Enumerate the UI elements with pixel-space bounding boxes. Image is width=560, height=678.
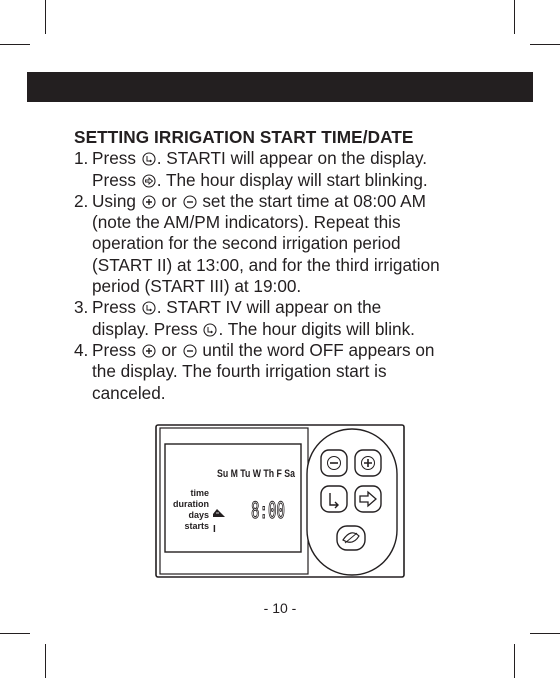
- start-number: I: [213, 524, 216, 535]
- crop-mark: [514, 0, 515, 34]
- step-line: Press . The hour display will start blinking.: [92, 169, 428, 190]
- page-number: - 10 -: [263, 600, 297, 616]
- crop-mark: [45, 644, 46, 678]
- step-line: Press . START IV will appear on the: [92, 297, 382, 318]
- time-label: time: [190, 488, 209, 498]
- lcd-screen: [165, 444, 301, 552]
- crop-mark: [530, 633, 560, 634]
- step-3: [74, 297, 494, 340]
- plus-icon: [142, 342, 156, 356]
- step-text: [92, 148, 494, 191]
- crop-mark: [514, 644, 515, 678]
- next-button[interactable]: [355, 486, 381, 512]
- step-line: display. Press . The hour digits will blink.: [92, 318, 415, 339]
- step-line: (note the AM/PM indicators). Repeat this: [92, 212, 401, 233]
- days-label: days: [188, 510, 209, 520]
- minus-icon: [183, 193, 197, 207]
- crop-mark: [0, 44, 30, 45]
- step-line: the display. The fourth irrigation start is: [92, 361, 387, 382]
- program-button[interactable]: [321, 486, 347, 512]
- step-line: Using or set the start time at 08:00 AM: [92, 190, 426, 211]
- step-line: period (START III) at 19:00.: [92, 276, 302, 297]
- step-4: [74, 340, 494, 404]
- time-readout: 8:00: [251, 499, 285, 524]
- minus-icon: [183, 342, 197, 356]
- duration-label: duration: [173, 499, 209, 509]
- instructions: [74, 127, 494, 404]
- step-line: operation for the second irrigation period: [92, 233, 401, 254]
- crop-mark: [530, 44, 560, 45]
- manual-button[interactable]: [337, 526, 365, 550]
- controller-illustration: [155, 420, 405, 580]
- steps-list: [74, 148, 494, 404]
- clock-prog-icon: [203, 321, 217, 335]
- step-line: (START II) at 13:00, and for the third irrigation: [92, 254, 440, 275]
- header-bar: [27, 72, 533, 102]
- step-number: 3.: [74, 297, 89, 318]
- step-line: Press or until the word OFF appears on: [92, 339, 435, 360]
- crop-mark: [45, 0, 46, 34]
- step-number: 2.: [74, 190, 89, 211]
- step-line: canceled.: [92, 382, 166, 403]
- step-line: Press . STARTI will appear on the display.: [92, 148, 428, 169]
- step-text: [92, 297, 494, 340]
- step-2: [74, 191, 494, 297]
- step-text: [92, 191, 494, 297]
- step-number: 1.: [74, 148, 89, 169]
- clock-prog-icon: [142, 150, 156, 164]
- step-1: [74, 148, 494, 191]
- plus-button[interactable]: [355, 450, 381, 476]
- step-number: 4.: [74, 339, 89, 360]
- crop-mark: [0, 633, 30, 634]
- days-indicator: Su M Tu W Th F Sa: [217, 468, 296, 480]
- next-arrow-icon: [142, 172, 156, 186]
- plus-icon: [142, 193, 156, 207]
- section-heading: SETTING IRRIGATION START TIME/DATE: [74, 127, 414, 147]
- minus-button[interactable]: [321, 450, 347, 476]
- step-text: [92, 340, 494, 404]
- starts-label: starts: [184, 521, 209, 531]
- clock-prog-icon: [142, 299, 156, 313]
